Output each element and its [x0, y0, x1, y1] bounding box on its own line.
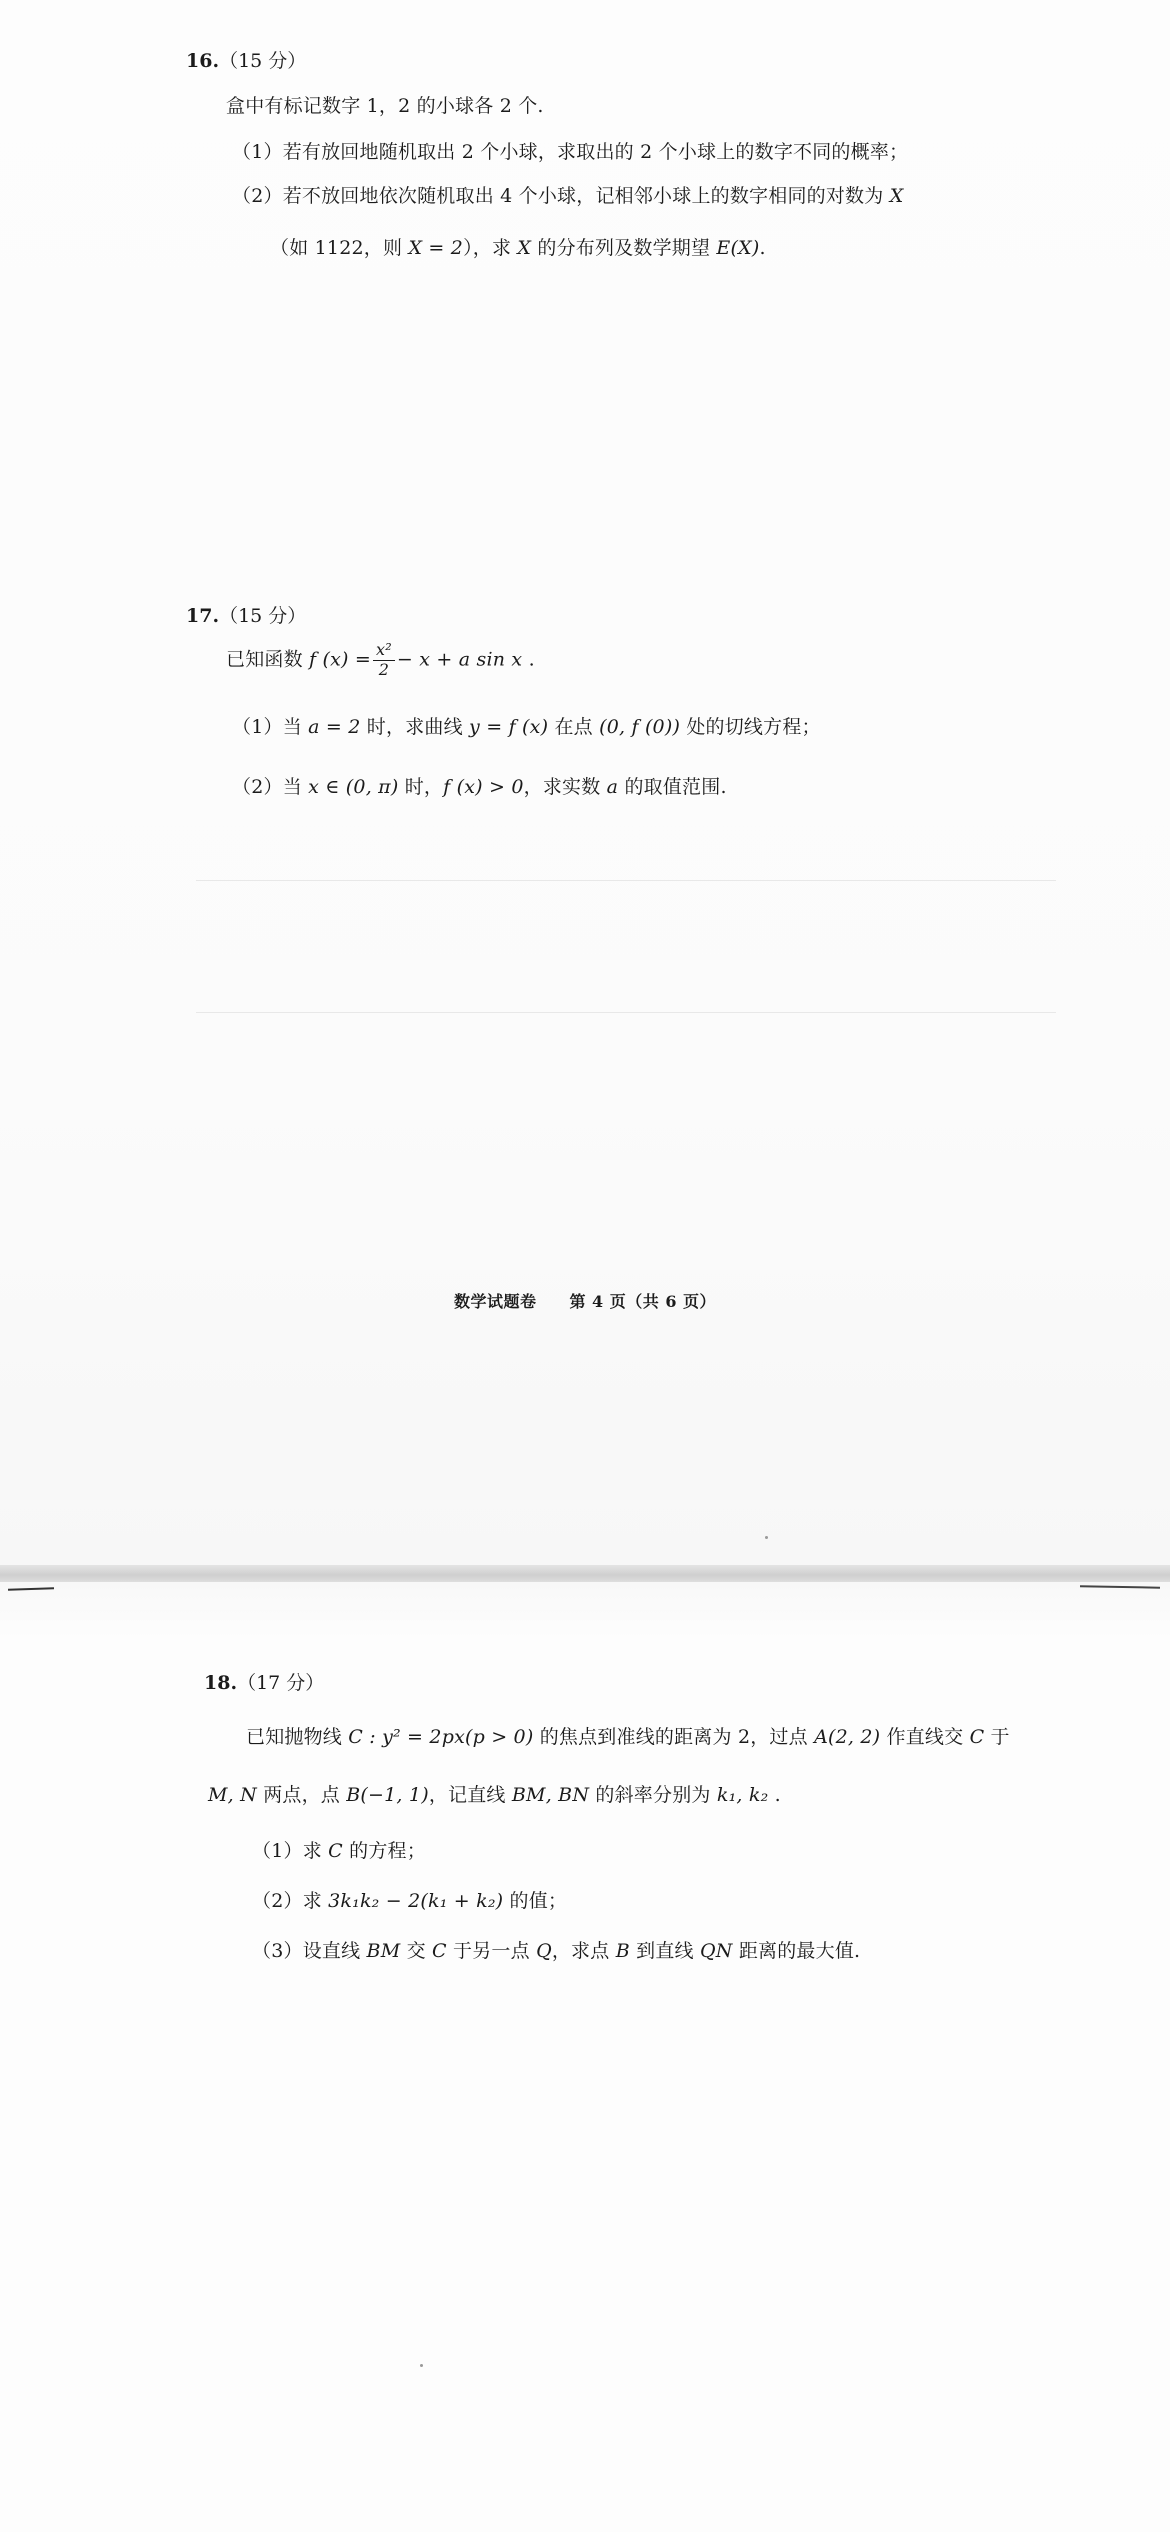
math: − x + a sin x: [396, 648, 523, 671]
text: 已知抛物线: [246, 1726, 349, 1748]
page-footer: 数学试题卷 第 4 页（共 6 页）: [453, 1292, 717, 1311]
text: ，求实数: [523, 776, 607, 798]
text: （2）当: [232, 776, 309, 798]
text: ，记直线: [428, 1784, 512, 1806]
math: C: [432, 1940, 447, 1962]
text: （2）求: [252, 1890, 329, 1912]
q18-stem-line1: [246, 1722, 1010, 1749]
q16-part2-line2: [270, 233, 766, 260]
divider: [196, 1012, 1056, 1013]
page-edge: [1080, 1585, 1160, 1588]
q18-part3: [252, 1936, 860, 1963]
text: .: [522, 648, 535, 671]
text: （1）求: [252, 1840, 329, 1862]
math: X = 2: [408, 237, 464, 259]
q16-part1: （1）若有放回地随机取出 2 个小球，求取出的 2 个小球上的数字不同的概率；: [232, 141, 909, 163]
text: （3）设直线: [252, 1940, 367, 1962]
var-x: X: [889, 185, 904, 207]
question-18-header: [204, 1668, 324, 1695]
text: 的焦点到准线的距离为 2，过点: [533, 1726, 815, 1748]
math: B: [615, 1940, 630, 1962]
question-score: （15 分）: [219, 50, 307, 72]
text: 的斜率分别为: [589, 1784, 717, 1806]
speck: [765, 1536, 768, 1539]
text: （1）当: [232, 716, 309, 738]
page-gap: [0, 1565, 1170, 1582]
math: A(2, 2): [814, 1726, 881, 1748]
math: 3k₁k₂ − 2(k₁ + k₂): [328, 1890, 504, 1912]
question-number: 16.: [186, 50, 220, 72]
text: 处的切线方程；: [680, 716, 821, 738]
text: （如 1122，则: [270, 237, 409, 259]
math: f (x) > 0: [443, 776, 524, 798]
text: 交: [400, 1940, 433, 1962]
q18-stem-line2: [208, 1780, 781, 1807]
math: a: [606, 776, 619, 798]
question-16-header: [186, 46, 306, 73]
math: B(−1, 1): [346, 1784, 429, 1806]
q18-part1: [252, 1836, 426, 1863]
q18-part2: [252, 1886, 567, 1913]
math: QN: [699, 1940, 733, 1962]
question-score: （17 分）: [237, 1672, 325, 1694]
text: 的值；: [503, 1890, 568, 1912]
math: C: [969, 1726, 985, 1748]
fraction: [373, 642, 395, 679]
math: k₁, k₂: [716, 1784, 769, 1806]
math: M, N: [208, 1784, 257, 1806]
text: 的方程；: [342, 1840, 426, 1862]
question-score: （15 分）: [219, 605, 307, 627]
text: 在点: [548, 716, 600, 738]
question-number: 17.: [186, 605, 220, 627]
text: 的取值范围.: [618, 776, 727, 798]
question-17-header: [186, 601, 306, 628]
text: .: [768, 1784, 781, 1806]
text: 时，: [398, 776, 444, 798]
text: 作直线交: [880, 1726, 970, 1748]
speck: [420, 2364, 423, 2367]
math: E(X): [716, 237, 760, 259]
fraction-numerator: x²: [373, 642, 395, 661]
q17-part2: [232, 772, 727, 799]
text: 两点，点: [256, 1784, 347, 1806]
math: BM, BN: [511, 1784, 590, 1806]
divider: [196, 880, 1056, 881]
q17-part1: [232, 712, 821, 739]
page-edge: [8, 1587, 54, 1591]
exam-page-5: [0, 1582, 1170, 2532]
text: .: [759, 237, 766, 259]
q17-stem: [226, 642, 535, 679]
text: 的分布列及数学期望: [531, 237, 717, 259]
q16-part2-text: （2）若不放回地依次随机取出 4 个小球，记相邻小球上的数字相同的对数为: [232, 185, 890, 207]
question-number: 18.: [204, 1672, 238, 1694]
text: 于另一点: [446, 1940, 537, 1962]
math: y = f (x): [469, 716, 549, 738]
math: a = 2: [308, 716, 361, 738]
math: X: [517, 237, 532, 259]
text: 于: [984, 1726, 1010, 1748]
math: C: [328, 1840, 343, 1862]
text: 时，求曲线: [360, 716, 470, 738]
math: BM: [366, 1940, 401, 1962]
math: x ∈ (0, π): [308, 776, 399, 798]
fraction-denominator: 2: [378, 659, 390, 679]
text: ），求: [463, 237, 518, 259]
math: (0, f (0)): [599, 716, 681, 738]
math: C : y² = 2px(p > 0): [348, 1726, 534, 1748]
text: ，求点: [551, 1940, 616, 1962]
text: 距离的最大值.: [732, 1940, 861, 1962]
q16-part2-line1: [232, 181, 903, 208]
math: f (x) =: [309, 648, 372, 671]
q16-stem: 盒中有标记数字 1，2 的小球各 2 个.: [226, 95, 544, 117]
math: Q: [536, 1940, 552, 1962]
text: 已知函数: [226, 648, 310, 671]
text: 到直线: [629, 1940, 700, 1962]
